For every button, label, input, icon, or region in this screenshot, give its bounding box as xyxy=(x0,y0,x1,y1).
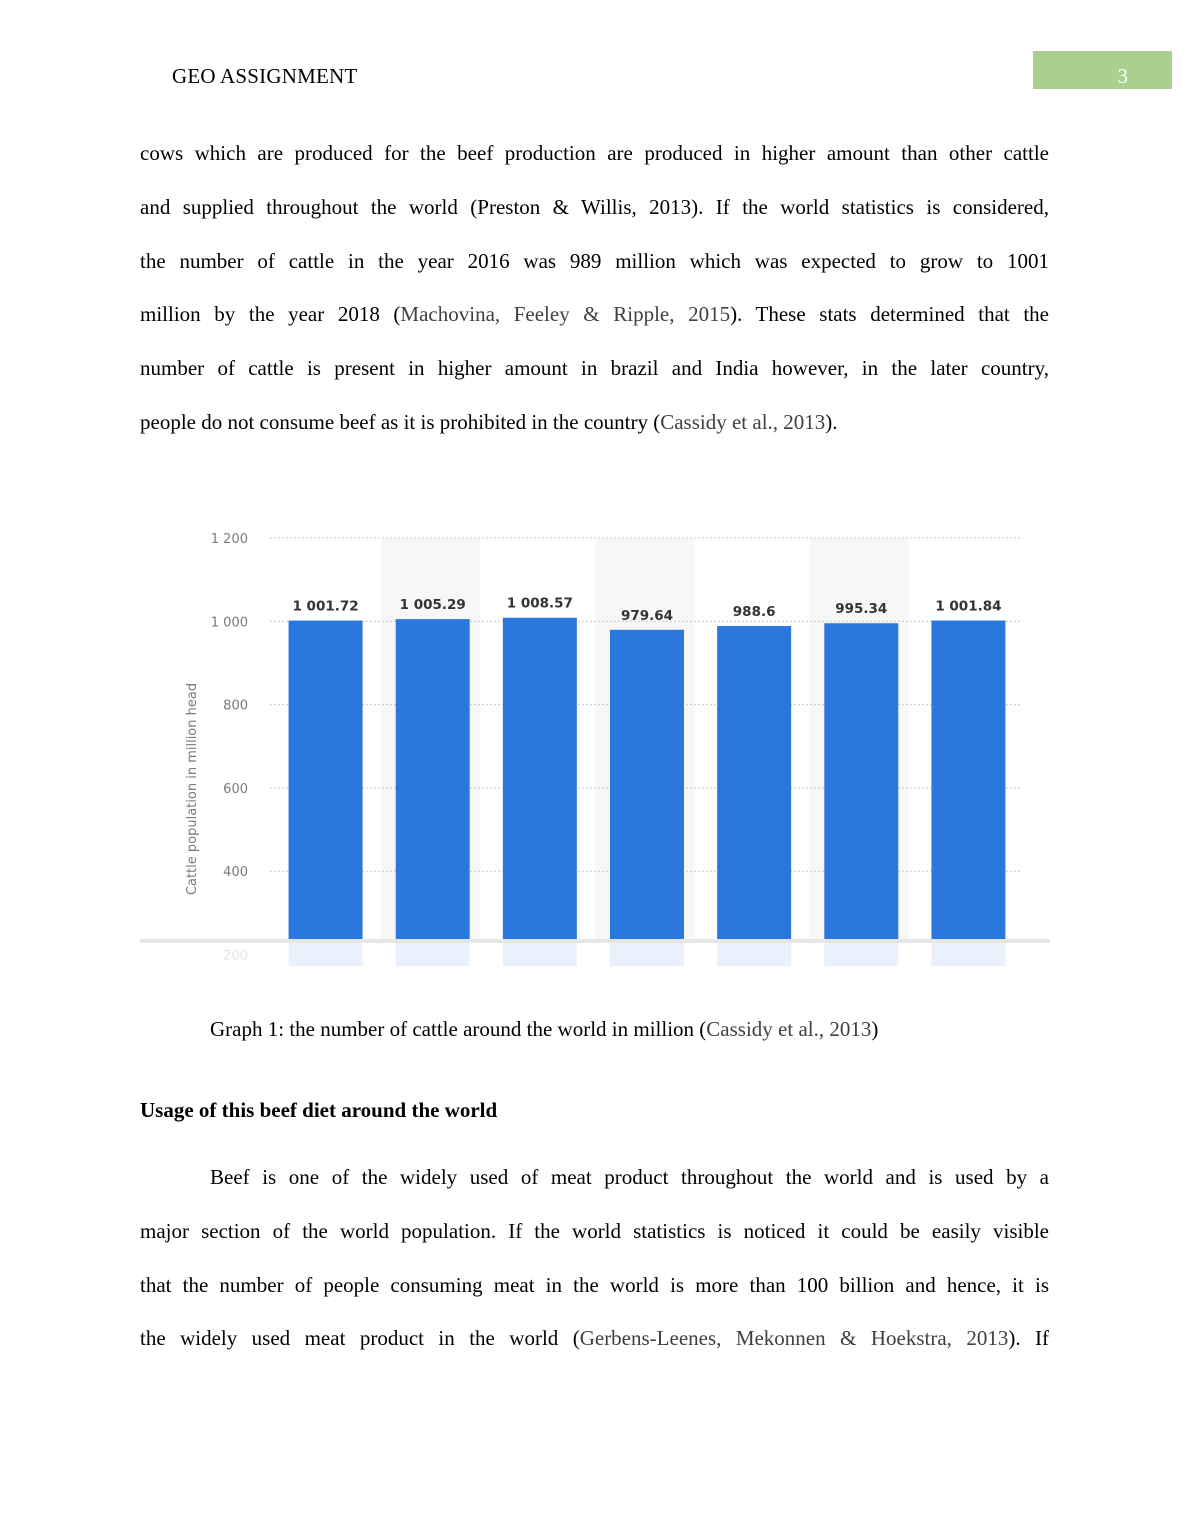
line-text: ). If xyxy=(1008,1326,1049,1351)
citation: Machovina, Feeley & Ripple, 2015 xyxy=(400,302,731,327)
bar xyxy=(396,619,470,941)
y-tick-label: 1 200 xyxy=(210,532,248,547)
bar-value-label: 1 001.84 xyxy=(935,598,1002,615)
bar xyxy=(717,626,791,941)
bar-value-label: 995.34 xyxy=(835,601,888,618)
cattle-bar-chart xyxy=(140,505,1050,975)
bar-faded-base xyxy=(717,942,791,966)
bar-faded-base xyxy=(931,942,1005,966)
bar-value-label: 1 008.57 xyxy=(506,595,573,612)
body-paragraph-2 xyxy=(140,1151,1049,1366)
page-number: 3 xyxy=(1117,64,1128,88)
line-text: million by the year 2018 ( xyxy=(140,302,401,327)
paragraph-line: the number of cattle in the year 2016 was 989 million which was expected to grow to 1001 xyxy=(140,248,1049,273)
header-title: GEO ASSIGNMENT xyxy=(172,64,358,88)
paragraph-line xyxy=(140,1312,1049,1366)
paragraph-line xyxy=(140,288,1049,342)
figure-caption xyxy=(210,1017,878,1042)
chart-bottom-edge xyxy=(140,939,1050,943)
caption-text: Graph 1: the number of cattle around the world in million ( xyxy=(210,1017,707,1041)
section-heading: Usage of this beef diet around the world xyxy=(140,1098,498,1122)
bar xyxy=(824,623,898,941)
y-tick-label: 800 xyxy=(223,698,248,714)
bar-faded-base xyxy=(396,942,470,966)
citation: Gerbens-Leenes, Mekonnen & Hoekstra, 2013 xyxy=(579,1326,1009,1351)
line-text: the widely used meat product in the world ( xyxy=(140,1326,580,1351)
line-text: ). These stats determined that the xyxy=(730,302,1049,327)
caption-citation: Cassidy et al., 2013 xyxy=(706,1017,872,1041)
bar-faded-base xyxy=(289,942,363,966)
bar xyxy=(289,621,363,941)
bar xyxy=(610,630,684,941)
paragraph-line: major section of the world population. If the world statistics is noticed it could be easily visible xyxy=(140,1218,1049,1243)
y-tick-label: 600 xyxy=(223,781,248,797)
chart-svg xyxy=(140,505,1050,975)
y-tick-label: 400 xyxy=(223,865,248,881)
bar xyxy=(931,621,1005,941)
bar-value-label: 979.64 xyxy=(620,607,674,624)
page-number-badge xyxy=(1033,51,1172,89)
bar xyxy=(503,618,577,941)
citation: Cassidy et al., 2013 xyxy=(660,409,826,434)
caption-text-end: ) xyxy=(871,1017,879,1041)
paragraph-line xyxy=(140,396,1049,450)
y-tick-label: 200 xyxy=(223,948,248,964)
paragraph-line: that the number of people consuming meat in the world is more than 100 billion and hence, it is xyxy=(140,1272,1049,1297)
paragraph-line: number of cattle is present in higher amount in brazil and India however, in the later country, xyxy=(140,356,1049,381)
bar-faded-base xyxy=(824,942,898,966)
paragraph-line xyxy=(140,1151,1049,1205)
line-text: ). xyxy=(825,409,838,434)
body-paragraph-1 xyxy=(140,127,1049,450)
paragraph-line: and supplied throughout the world (Preston & Willis, 2013). If the world statistics is considered, xyxy=(140,194,1049,219)
line-text: people do not consume beef as it is prohibited in the country ( xyxy=(140,409,661,434)
y-tick-label: 1 000 xyxy=(210,615,248,631)
bar-value-label: 988.6 xyxy=(732,604,776,621)
paragraph-line: cows which are produced for the beef production are produced in higher amount than other cattle xyxy=(140,141,1049,165)
bar-faded-base xyxy=(503,942,577,966)
bar-value-label: 1 005.29 xyxy=(399,597,466,614)
y-axis-label: Cattle population in million head xyxy=(185,682,200,896)
bar-faded-base xyxy=(610,942,684,966)
line-text: Beef is one of the widely used of meat product throughout the world and is used by a xyxy=(210,1165,1049,1189)
bar-value-label: 1 001.72 xyxy=(292,598,359,615)
